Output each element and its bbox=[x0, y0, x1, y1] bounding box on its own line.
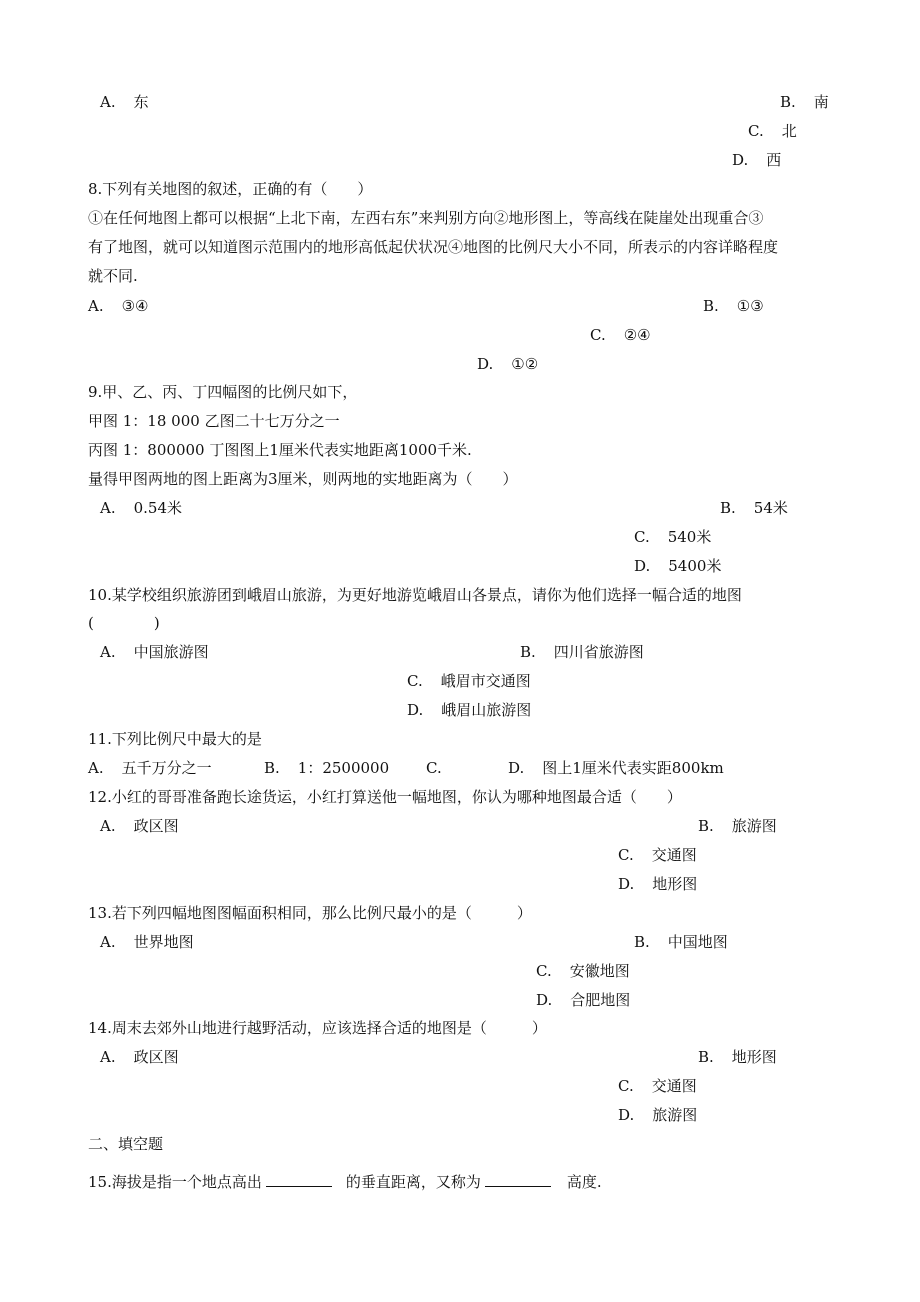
q9-body-line: 丙图 1：800000 丁图图上1厘米代表实地距离1000千米. bbox=[88, 441, 472, 459]
q10-stem-bracket: ( ) bbox=[88, 614, 160, 632]
option-letter: D. bbox=[508, 759, 525, 777]
option-text: ②④ bbox=[623, 326, 651, 344]
option-text: 旅游图 bbox=[731, 817, 777, 835]
option-text: 交通图 bbox=[651, 1077, 697, 1095]
q14-option-b[interactable] bbox=[698, 1047, 777, 1067]
option-text: 南 bbox=[813, 93, 829, 111]
q14-option-c[interactable] bbox=[618, 1076, 697, 1096]
q10-option-d[interactable] bbox=[407, 700, 531, 720]
option-letter: C. bbox=[590, 326, 606, 344]
q8-option-a[interactable] bbox=[88, 296, 149, 316]
q15-fill-in bbox=[88, 1172, 602, 1192]
option-text: 中国旅游图 bbox=[133, 643, 209, 661]
q14-stem: 14.周末去郊外山地进行越野活动，应该选择合适的地图是（ ） bbox=[88, 1019, 547, 1037]
option-letter: A. bbox=[100, 933, 116, 951]
option-text: 图上1厘米代表实距800km bbox=[542, 759, 724, 777]
answer-blank[interactable] bbox=[485, 1172, 551, 1187]
option-letter: D. bbox=[732, 151, 749, 169]
q12-option-c[interactable] bbox=[618, 845, 697, 865]
q8-body-line: ①在任何地图上都可以根据“上北下南，左西右东”来判别方向②地形图上，等高线在陡崖处出现重合③ bbox=[88, 209, 764, 227]
option-letter: C. bbox=[634, 528, 650, 546]
option-letter: B. bbox=[698, 817, 714, 835]
option-text: 北 bbox=[781, 122, 797, 140]
option-text: 54米 bbox=[753, 499, 788, 517]
q7-option-a[interactable] bbox=[100, 92, 149, 112]
option-text: 政区图 bbox=[133, 817, 179, 835]
q15-text: 的垂直距离，又称为 bbox=[345, 1173, 481, 1191]
option-letter: A. bbox=[88, 297, 104, 315]
q13-option-a[interactable] bbox=[100, 932, 194, 952]
option-letter: B. bbox=[703, 297, 719, 315]
option-text: 合肥地图 bbox=[570, 991, 631, 1009]
option-letter: B. bbox=[634, 933, 650, 951]
q8-option-c[interactable] bbox=[590, 325, 651, 345]
q13-option-b[interactable] bbox=[634, 932, 728, 952]
q13-stem: 13.若下列四幅地图图幅面积相同，那么比例尺最小的是（ ） bbox=[88, 904, 532, 922]
option-letter: A. bbox=[100, 643, 116, 661]
q10-option-b[interactable] bbox=[520, 642, 644, 662]
option-letter: D. bbox=[536, 991, 553, 1009]
option-letter: A. bbox=[88, 759, 104, 777]
q12-option-d[interactable] bbox=[618, 874, 697, 894]
q11-stem: 11.下列比例尺中最大的是 bbox=[88, 730, 262, 748]
option-letter: C. bbox=[618, 1077, 634, 1095]
option-letter: A. bbox=[100, 817, 116, 835]
option-letter: C. bbox=[407, 672, 423, 690]
q12-option-b[interactable] bbox=[698, 816, 777, 836]
q9-body-line: 量得甲图两地的图上距离为3厘米，则两地的实地距离为（ ） bbox=[88, 470, 518, 488]
q10-option-a[interactable] bbox=[100, 642, 209, 662]
option-letter: D. bbox=[477, 355, 494, 373]
q12-option-a[interactable] bbox=[100, 816, 179, 836]
option-letter: A. bbox=[100, 1048, 116, 1066]
option-text: ①③ bbox=[736, 297, 764, 315]
option-letter: B. bbox=[720, 499, 736, 517]
option-text: 世界地图 bbox=[133, 933, 194, 951]
q10-stem: 10.某学校组织旅游团到峨眉山旅游，为更好地游览峨眉山各景点，请你为他们选择一幅合适的地图 bbox=[88, 586, 742, 604]
option-letter: C. bbox=[536, 962, 552, 980]
q9-option-b[interactable] bbox=[720, 498, 788, 518]
option-text: 峨眉市交通图 bbox=[440, 672, 531, 690]
q10-option-c[interactable] bbox=[407, 671, 531, 691]
q11-option-d[interactable] bbox=[508, 758, 724, 778]
q14-option-d[interactable] bbox=[618, 1105, 697, 1125]
option-text: 地形图 bbox=[731, 1048, 777, 1066]
q11-option-a[interactable] bbox=[88, 758, 212, 778]
option-text: ①② bbox=[511, 355, 539, 373]
option-text: 1：2500000 bbox=[297, 759, 390, 777]
q9-option-d[interactable] bbox=[634, 556, 721, 576]
answer-blank[interactable] bbox=[266, 1172, 332, 1187]
option-text: 四川省旅游图 bbox=[553, 643, 644, 661]
option-text: 五千万分之一 bbox=[121, 759, 212, 777]
option-text: 安徽地图 bbox=[569, 962, 630, 980]
option-text: 540米 bbox=[667, 528, 712, 546]
option-letter: A. bbox=[100, 93, 116, 111]
option-letter: C. bbox=[426, 759, 442, 777]
q14-option-a[interactable] bbox=[100, 1047, 179, 1067]
q7-option-c[interactable] bbox=[748, 121, 797, 141]
q9-option-c[interactable] bbox=[634, 527, 711, 547]
option-letter: A. bbox=[100, 499, 116, 517]
q12-stem: 12.小红的哥哥准备跑长途货运，小红打算送他一幅地图，你认为哪种地图最合适（ ） bbox=[88, 788, 682, 806]
option-letter: D. bbox=[618, 1106, 635, 1124]
option-letter: D. bbox=[618, 875, 635, 893]
option-letter: B. bbox=[698, 1048, 714, 1066]
q8-option-b[interactable] bbox=[703, 296, 764, 316]
q7-option-b[interactable] bbox=[780, 92, 829, 112]
option-letter: C. bbox=[748, 122, 764, 140]
option-text: 旅游图 bbox=[652, 1106, 698, 1124]
q7-option-d[interactable] bbox=[732, 150, 781, 170]
option-text: 峨眉山旅游图 bbox=[441, 701, 532, 719]
option-letter: D. bbox=[634, 557, 651, 575]
q15-text: 15.海拔是指一个地点高出 bbox=[88, 1173, 262, 1191]
q13-option-d[interactable] bbox=[536, 990, 630, 1010]
option-letter: B. bbox=[264, 759, 280, 777]
option-text: ③④ bbox=[121, 297, 149, 315]
q13-option-c[interactable] bbox=[536, 961, 630, 981]
q9-option-a[interactable] bbox=[100, 498, 182, 518]
option-text: 东 bbox=[133, 93, 149, 111]
q11-option-c[interactable] bbox=[426, 758, 460, 778]
option-letter: B. bbox=[780, 93, 796, 111]
option-letter: D. bbox=[407, 701, 424, 719]
option-text: 5400米 bbox=[668, 557, 722, 575]
q15-text: 高度. bbox=[566, 1173, 602, 1191]
option-letter: C. bbox=[618, 846, 634, 864]
section-title: 二、填空题 bbox=[88, 1135, 164, 1153]
option-text: 中国地图 bbox=[667, 933, 728, 951]
option-letter: B. bbox=[520, 643, 536, 661]
q9-body-line: 甲图 1：18 000 乙图二十七万分之一 bbox=[88, 412, 340, 430]
option-text: 交通图 bbox=[651, 846, 697, 864]
option-text: 0.54米 bbox=[133, 499, 183, 517]
option-text: 政区图 bbox=[133, 1048, 179, 1066]
q8-body-line: 有了地图，就可以知道图示范围内的地形高低起伏状况④地图的比例尺大小不同，所表示的内容详略程度 bbox=[88, 238, 779, 256]
q11-option-b[interactable] bbox=[264, 758, 389, 778]
option-text: 地形图 bbox=[652, 875, 698, 893]
option-text: 西 bbox=[766, 151, 782, 169]
q8-stem: 8.下列有关地图的叙述，正确的有（ ） bbox=[88, 180, 373, 198]
q8-body-line: 就不同. bbox=[88, 267, 138, 285]
q8-option-d[interactable] bbox=[477, 354, 538, 374]
q9-stem: 9.甲、乙、丙、丁四幅图的比例尺如下， bbox=[88, 383, 358, 401]
